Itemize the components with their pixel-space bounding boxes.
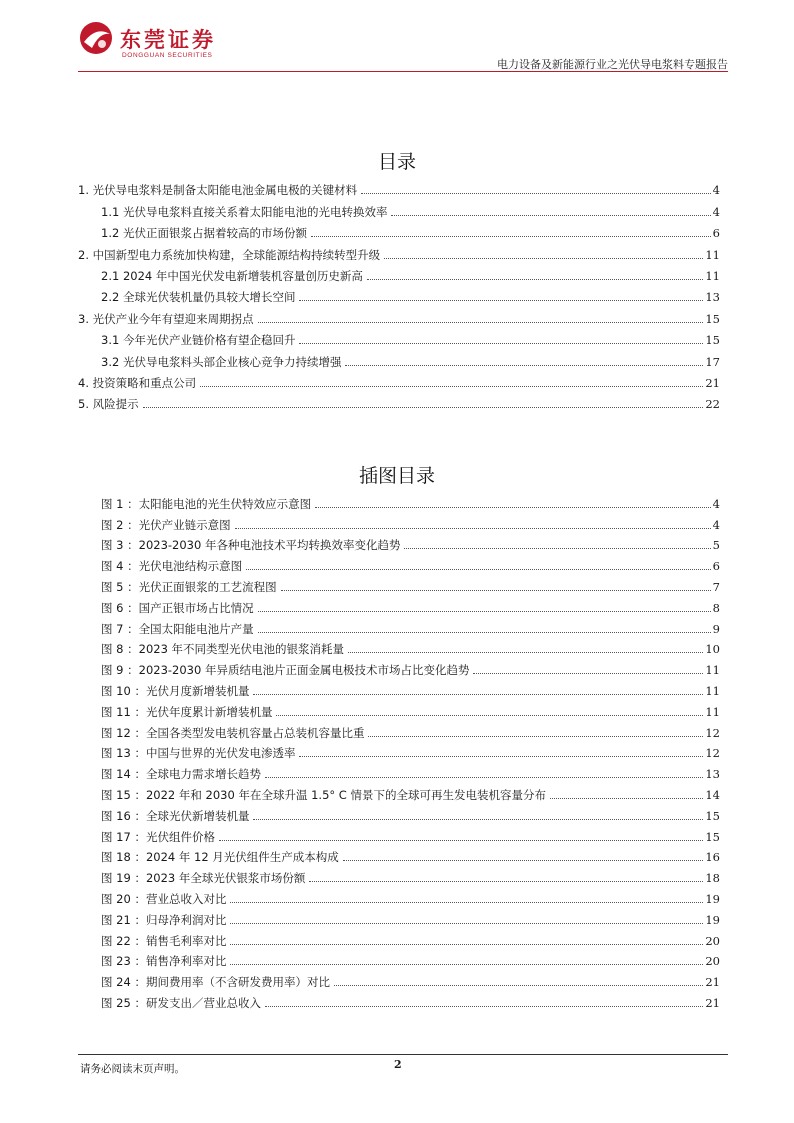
dot-leader xyxy=(265,1006,703,1007)
figure-entry-text: 图 24 ：期间费用率（不含研发费用率）对比 xyxy=(101,975,330,990)
toc-entry-page: 13 xyxy=(705,290,720,305)
figure-entry[interactable] xyxy=(101,781,720,802)
figures-title: 插图目录 xyxy=(358,465,435,487)
logo-text: 东莞证券 xyxy=(120,27,216,52)
figure-entry-page: 15 xyxy=(705,829,720,844)
toc-entry-page: 11 xyxy=(705,247,720,262)
dot-leader xyxy=(258,322,704,323)
figure-entry-page: 20 xyxy=(705,954,720,969)
toc-entry-text: 2. 中国新型电力系统加快构建，全球能源结构持续转型升级 xyxy=(78,247,381,262)
dot-leader xyxy=(235,528,711,529)
figure-entry[interactable] xyxy=(101,719,720,740)
dot-leader xyxy=(230,923,703,924)
toc-entry[interactable] xyxy=(78,219,720,240)
figure-entry[interactable] xyxy=(101,677,720,698)
figure-entry-text: 图 3 ：2023-2030 年各种电池技术平均转换效率变化趋势 xyxy=(101,538,401,553)
figure-entry-text: 图 22 ：销售毛利率对比 xyxy=(101,933,227,948)
figure-entry[interactable] xyxy=(101,885,720,906)
figure-entry[interactable] xyxy=(101,552,720,573)
dot-leader xyxy=(345,365,703,366)
figure-entry-text: 图 19 ：2023 年全球光伏银浆市场份额 xyxy=(101,871,306,886)
figure-entry[interactable] xyxy=(101,532,720,553)
figure-entry[interactable] xyxy=(101,948,720,969)
dot-leader xyxy=(391,215,710,216)
figure-entry-page: 9 xyxy=(712,621,720,636)
figure-entry-text: 图 10 ：光伏月度新增装机量 xyxy=(101,683,250,698)
header-divider xyxy=(78,71,728,72)
figure-entry[interactable] xyxy=(101,864,720,885)
figure-entry-page: 15 xyxy=(705,808,720,823)
dot-leader xyxy=(281,590,711,591)
figure-entry-text: 图 5 ：光伏正面银浆的工艺流程图 xyxy=(101,579,277,594)
dot-leader xyxy=(265,777,703,778)
toc-entry-text: 2.1 2024 年中国光伏发电新增装机容量创历史新高 xyxy=(101,268,363,283)
figure-entry-text: 图 11 ：光伏年度累计新增装机量 xyxy=(101,704,273,719)
toc-entry-page: 15 xyxy=(705,333,720,348)
figure-entry[interactable] xyxy=(101,927,720,948)
toc-entry-text: 3. 光伏产业今年有望迎来周期拐点 xyxy=(78,311,254,326)
toc-list xyxy=(78,176,720,411)
footer-divider xyxy=(78,1054,728,1055)
dot-leader xyxy=(550,798,703,799)
dot-leader xyxy=(246,569,711,570)
figure-entry[interactable] xyxy=(101,968,720,989)
figure-entry-page: 19 xyxy=(705,912,720,927)
figure-entry-text: 图 12 ：全国各类型发电装机容量占总装机容量比重 xyxy=(101,725,365,740)
dot-leader xyxy=(258,611,711,612)
figure-entry-text: 图 25 ：研发支出／营业总收入 xyxy=(101,995,261,1010)
logo-subtext: DONGGUAN SECURITIES xyxy=(122,52,213,59)
toc-entry[interactable] xyxy=(78,283,720,304)
figure-entry-text: 图 15 ：2022 年和 2030 年在全球升温 1.5° C 情景下的全球可再生发电装机容量分布 xyxy=(101,787,546,802)
toc-entry[interactable] xyxy=(78,197,720,218)
dot-leader xyxy=(384,258,703,259)
dot-leader xyxy=(258,632,711,633)
figure-entry-page: 16 xyxy=(705,850,720,865)
figure-entry[interactable] xyxy=(101,989,720,1010)
dot-leader xyxy=(348,652,703,653)
toc-entry-page: 15 xyxy=(705,311,720,326)
toc-title: 目录 xyxy=(377,151,416,173)
company-logo xyxy=(78,20,258,60)
figure-entry[interactable] xyxy=(101,698,720,719)
figure-entry[interactable] xyxy=(101,906,720,927)
dot-leader xyxy=(299,300,703,301)
dot-leader xyxy=(367,279,703,280)
toc-entry-page: 4 xyxy=(712,204,720,219)
footer-disclaimer: 请务必阅读末页声明。 xyxy=(80,1063,185,1075)
dot-leader xyxy=(473,673,703,674)
figure-entry[interactable] xyxy=(101,573,720,594)
toc-entry-page: 22 xyxy=(705,397,720,412)
page-number: 2 xyxy=(394,1058,402,1071)
dot-leader xyxy=(309,881,703,882)
figure-entry-text: 图 21 ：归母净利润对比 xyxy=(101,912,227,927)
toc-entry[interactable] xyxy=(78,240,720,261)
logo-mark-icon xyxy=(78,20,114,56)
dot-leader xyxy=(404,548,710,549)
figure-entry-page: 5 xyxy=(712,538,720,553)
figure-entry-page: 18 xyxy=(705,871,720,886)
toc-entry-text: 4. 投资策略和重点公司 xyxy=(78,375,197,390)
figure-entry-text: 图 1 ：太阳能电池的光生伏特效应示意图 xyxy=(101,496,312,511)
figure-entry-page: 6 xyxy=(712,559,720,574)
dot-leader xyxy=(311,236,711,237)
toc-entry-page: 21 xyxy=(705,375,720,390)
figure-entry-page: 8 xyxy=(712,600,720,615)
figure-entry-text: 图 8 ：2023 年不同类型光伏电池的银浆消耗量 xyxy=(101,642,345,657)
figure-entry-page: 20 xyxy=(705,933,720,948)
toc-entry-text: 2.2 全球光伏装机量仍具较大增长空间 xyxy=(101,290,296,305)
figure-entry[interactable] xyxy=(101,656,720,677)
dot-leader xyxy=(219,840,703,841)
toc-entry-page: 17 xyxy=(705,354,720,369)
toc-entry[interactable] xyxy=(78,326,720,347)
figure-entry-page: 7 xyxy=(712,579,720,594)
figure-entry-page: 11 xyxy=(705,704,720,719)
figure-entry-page: 11 xyxy=(705,683,720,698)
figure-entry-text: 图 2 ：光伏产业链示意图 xyxy=(101,517,231,532)
figure-entry-text: 图 13 ：中国与世界的光伏发电渗透率 xyxy=(101,746,296,761)
dot-leader xyxy=(253,819,703,820)
toc-entry-text: 1.1 光伏导电浆料直接关系着太阳能电池的光电转换效率 xyxy=(101,204,388,219)
page-header xyxy=(78,18,728,70)
figure-entry[interactable] xyxy=(101,802,720,823)
toc-entry[interactable] xyxy=(78,390,720,411)
dot-leader xyxy=(299,343,703,344)
figure-entry-text: 图 16 ：全球光伏新增装机量 xyxy=(101,808,250,823)
toc-entry[interactable] xyxy=(78,304,720,325)
toc-entry-page: 6 xyxy=(712,226,720,241)
figure-entry[interactable] xyxy=(101,740,720,761)
figure-entry[interactable] xyxy=(101,615,720,636)
figure-entry-page: 10 xyxy=(705,642,720,657)
figure-entry-text: 图 9 ：2023-2030 年异质结电池片正面金属电极技术市场占比变化趋势 xyxy=(101,663,470,678)
figure-entry-page: 13 xyxy=(705,767,720,782)
dot-leader xyxy=(230,964,703,965)
figure-entry-text: 图 6 ：国产正银市场占比情况 xyxy=(101,600,254,615)
toc-entry[interactable] xyxy=(78,369,720,390)
toc-entry-text: 3.2 光伏导电浆料头部企业核心竞争力持续增强 xyxy=(101,354,342,369)
figure-entry-page: 12 xyxy=(705,725,720,740)
dot-leader xyxy=(253,694,703,695)
dot-leader xyxy=(368,736,703,737)
figure-entry-page: 21 xyxy=(705,995,720,1010)
figure-entry[interactable] xyxy=(101,636,720,657)
figure-entry[interactable] xyxy=(101,844,720,865)
dot-leader xyxy=(299,756,703,757)
dot-leader xyxy=(276,715,703,716)
dot-leader xyxy=(230,902,703,903)
figure-entry[interactable] xyxy=(101,594,720,615)
figure-entry-page: 4 xyxy=(712,496,720,511)
toc-entry-text: 5. 风险提示 xyxy=(78,397,139,412)
dot-leader xyxy=(343,860,704,861)
figure-entry-page: 21 xyxy=(705,975,720,990)
toc-entry-page: 11 xyxy=(705,268,720,283)
toc-entry[interactable] xyxy=(78,262,720,283)
dot-leader xyxy=(334,985,703,986)
figure-entry[interactable] xyxy=(101,511,720,532)
report-title: 电力设备及新能源行业之光伏导电浆料专题报告 xyxy=(497,58,728,71)
figure-entry-text: 图 14 ：全球电力需求增长趋势 xyxy=(101,767,261,782)
toc-entry-text: 3.1 今年光伏产业链价格有望企稳回升 xyxy=(101,333,296,348)
figure-entry[interactable] xyxy=(101,490,720,511)
toc-entry-text: 1. 光伏导电浆料是制备太阳能电池金属电极的关键材料 xyxy=(78,183,358,198)
figure-entry[interactable] xyxy=(101,823,720,844)
figures-list xyxy=(101,490,720,1010)
figure-entry-text: 图 18 ：2024 年 12 月光伏组件生产成本构成 xyxy=(101,850,339,865)
figure-entry-text: 图 7 ：全国太阳能电池片产量 xyxy=(101,621,254,636)
toc-entry-page: 4 xyxy=(712,183,720,198)
figure-entry-text: 图 17 ：光伏组件价格 xyxy=(101,829,215,844)
figure-entry[interactable] xyxy=(101,760,720,781)
dot-leader xyxy=(230,944,703,945)
dot-leader xyxy=(315,507,711,508)
dot-leader xyxy=(361,193,711,194)
toc-entry[interactable] xyxy=(78,347,720,368)
figure-entry-text: 图 20 ：营业总收入对比 xyxy=(101,891,227,906)
toc-entry[interactable] xyxy=(78,176,720,197)
figure-entry-page: 19 xyxy=(705,891,720,906)
figure-entry-page: 4 xyxy=(712,517,720,532)
dot-leader xyxy=(143,407,704,408)
figure-entry-text: 图 4 ：光伏电池结构示意图 xyxy=(101,559,243,574)
figure-entry-text: 图 23 ：销售净利率对比 xyxy=(101,954,227,969)
figure-entry-page: 14 xyxy=(705,787,720,802)
toc-entry-text: 1.2 光伏正面银浆占据着较高的市场份额 xyxy=(101,226,307,241)
figure-entry-page: 12 xyxy=(705,746,720,761)
figure-entry-page: 11 xyxy=(705,663,720,678)
dot-leader xyxy=(200,386,703,387)
